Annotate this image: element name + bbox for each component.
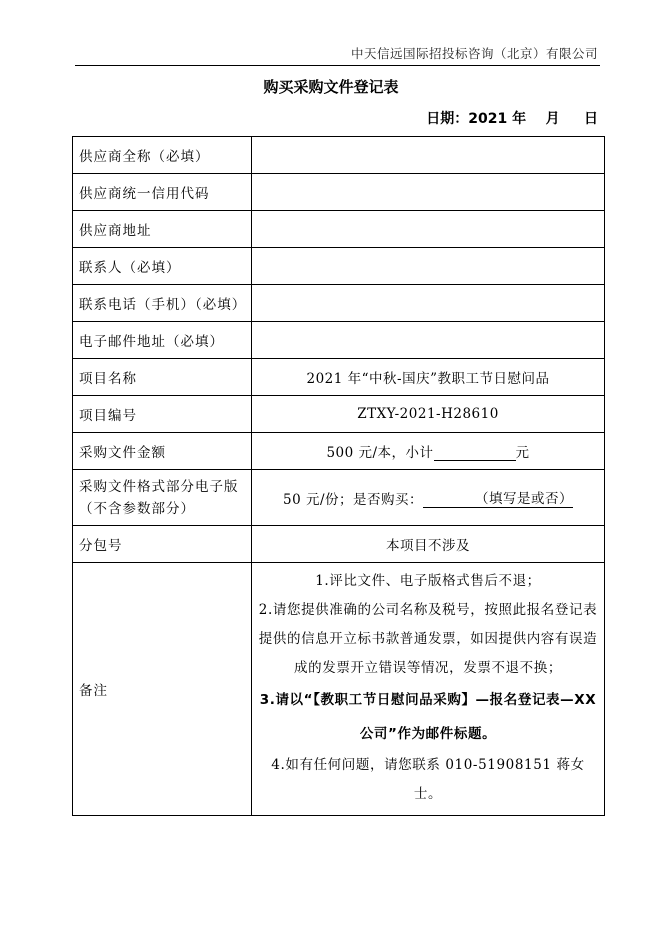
address-field[interactable]: [252, 211, 605, 248]
document-title: 购买采购文件登记表: [263, 78, 399, 96]
row-label: 采购文件格式部分电子版（不含参数部分）: [73, 470, 252, 526]
notes-content: [252, 563, 605, 816]
fee-value: [252, 433, 605, 470]
purchase-blank[interactable]: [423, 493, 475, 508]
row-fee: [73, 433, 605, 470]
row-label: 项目名称: [73, 359, 252, 396]
row-label: 供应商全称（必填）: [73, 137, 252, 174]
row-label: 联系人（必填）: [73, 248, 252, 285]
registration-table: [72, 136, 605, 816]
fee-prefix: 500 元/本，小计: [326, 445, 434, 461]
row-label: 联系电话（手机）（必填）: [73, 285, 252, 322]
row-email: [73, 322, 605, 359]
fee-suffix: 元: [515, 445, 530, 461]
format-fee-prefix: 50 元/份；是否购买：: [282, 492, 424, 508]
row-label: 供应商统一信用代码: [73, 174, 252, 211]
row-package: [73, 526, 605, 563]
row-format-fee: [73, 470, 605, 526]
row-credit-code: [73, 174, 605, 211]
phone-field[interactable]: [252, 285, 605, 322]
row-phone: [73, 285, 605, 322]
supplier-name-field[interactable]: [252, 137, 605, 174]
row-address: [73, 211, 605, 248]
email-field[interactable]: [252, 322, 605, 359]
note-item: 1.评比文件、电子版格式售后不退；: [315, 573, 541, 589]
row-supplier-name: [73, 137, 605, 174]
row-notes: [73, 563, 605, 816]
format-fee-hint: （填写是或否）: [475, 487, 573, 508]
row-label: 分包号: [73, 526, 252, 563]
row-label: 供应商地址: [73, 211, 252, 248]
row-label: 采购文件金额: [73, 433, 252, 470]
header-divider: [75, 65, 600, 66]
package-value: 本项目不涉及: [252, 526, 605, 563]
date-line: 日期：2021 年 月 日: [426, 111, 598, 127]
row-project-name: [73, 359, 605, 396]
credit-code-field[interactable]: [252, 174, 605, 211]
format-fee-value: [252, 470, 605, 526]
row-label: 电子邮件地址（必填）: [73, 322, 252, 359]
note-item: 2.请您提供准确的公司名称及税号，按照此报名登记表提供的信息开立标书款普通发票，如因提供内容有误造成的发票开立错误等情况，发票不退不换；: [258, 602, 598, 676]
project-name-value: 2021 年“中秋-国庆”教职工节日慰问品: [252, 359, 605, 396]
row-project-number: [73, 396, 605, 433]
row-label: 备注: [73, 563, 252, 816]
contact-field[interactable]: [252, 248, 605, 285]
company-name: 中天信远国际招投标咨询（北京）有限公司: [350, 46, 598, 61]
project-number-value: ZTXY-2021-H28610: [252, 396, 605, 433]
row-label: 项目编号: [73, 396, 252, 433]
note-item: 4.如有任何问题，请您联系 010-51908151 蒋女士。: [271, 757, 585, 802]
note-item: 3.请以“【教职工节日慰问品采购】—报名登记表—XX 公司”作为邮件标题。: [259, 692, 597, 742]
row-contact: [73, 248, 605, 285]
subtotal-blank[interactable]: [434, 446, 516, 461]
